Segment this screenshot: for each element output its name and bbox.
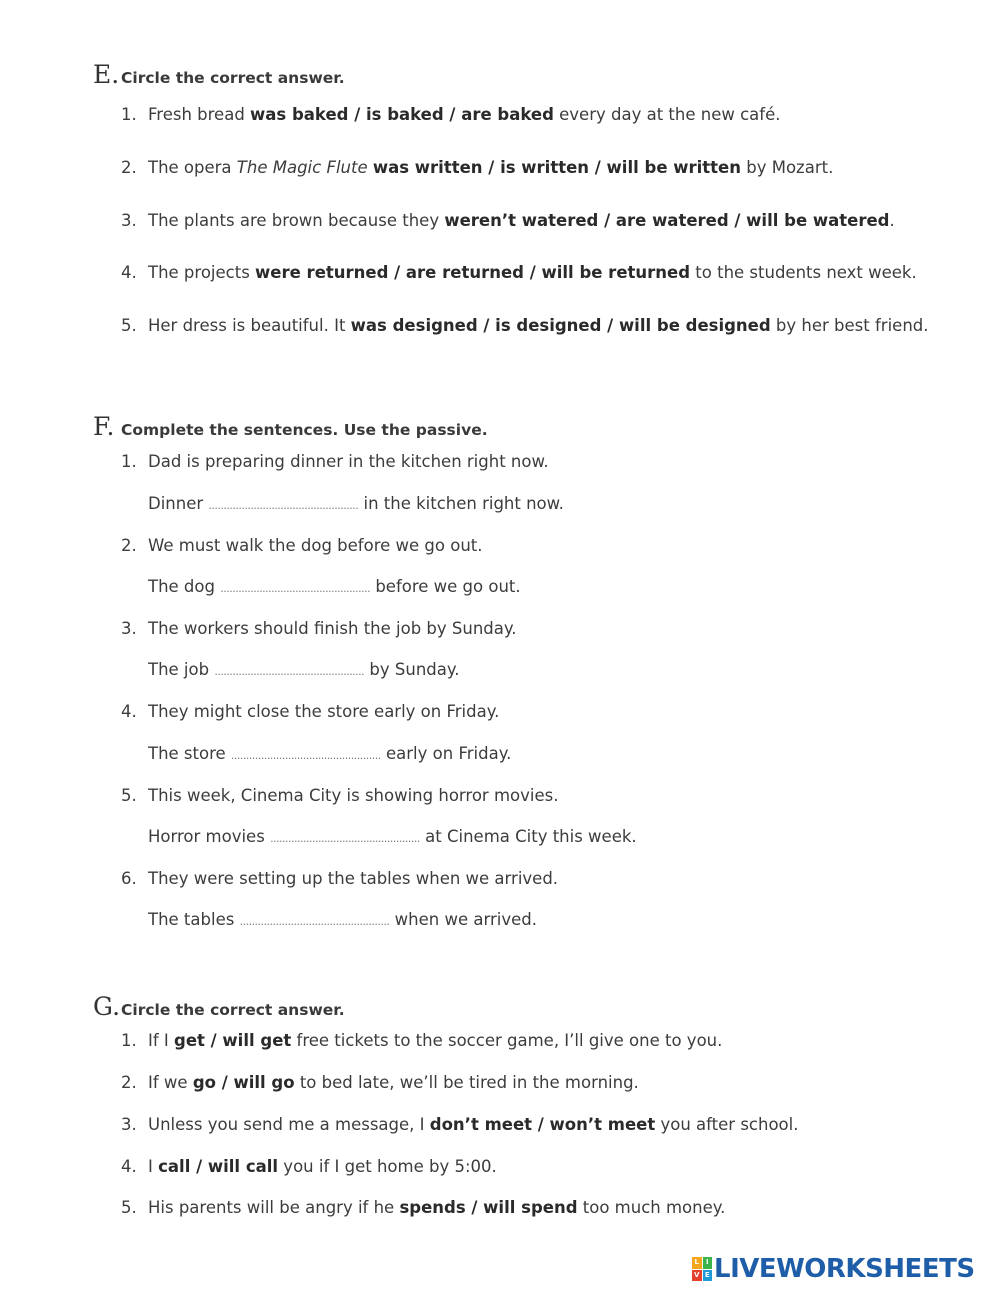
f-answer-5-blank[interactable]: .................................................. xyxy=(270,832,420,845)
e-item-1: 1. Fresh bread was baked / is baked / are baked every day at the new café. xyxy=(121,105,781,124)
f-answer-5: Horror movies .................................................. at Cinema City this week. xyxy=(148,827,637,846)
f-item-2: 2. We must walk the dog before we go out. xyxy=(121,536,483,555)
section-g-title: Circle the correct answer. xyxy=(121,1001,345,1019)
f-answer-4-blank[interactable]: .................................................. xyxy=(230,749,381,762)
section-e-header xyxy=(93,60,345,89)
e-item-2-options[interactable]: was written / is written / will be written xyxy=(372,158,741,177)
g-item-1: 1. If I get / will get free tickets to the soccer game, I’ll give one to you. xyxy=(121,1031,723,1050)
g-item-5-options[interactable]: spends / will spend xyxy=(399,1198,578,1217)
f-answer-2: The dog .................................................. before we go out. xyxy=(148,577,521,596)
f-answer-3-blank[interactable]: .................................................. xyxy=(214,665,365,678)
f-item-5: 5. This week, Cinema City is showing horror movies. xyxy=(121,786,559,805)
g-item-1-options[interactable]: get / will get xyxy=(174,1031,292,1050)
f-answer-4: The store .................................................. early on Friday. xyxy=(148,744,512,763)
f-answer-2-blank[interactable]: .................................................. xyxy=(220,582,371,595)
e-item-4: 4. The projects were returned / are returned / will be returned to the students next week. xyxy=(121,263,917,282)
g-item-2-options[interactable]: go / will go xyxy=(192,1073,295,1092)
e-item-5-options[interactable]: was designed / is designed / will be designed xyxy=(350,316,771,335)
e-item-3: 3. The plants are brown because they weren’t watered / are watered / will be watered. xyxy=(121,211,895,230)
g-item-3-options[interactable]: don’t meet / won’t meet xyxy=(429,1115,656,1134)
g-item-4: 4. I call / will call you if I get home by 5:00. xyxy=(121,1157,497,1176)
g-item-2: 2. If we go / will go to bed late, we’ll be tired in the morning. xyxy=(121,1073,639,1092)
f-answer-6-blank[interactable]: .................................................. xyxy=(239,915,390,928)
e-item-3-options[interactable]: weren’t watered / are watered / will be watered xyxy=(444,211,890,230)
section-e-title: Circle the correct answer. xyxy=(121,69,345,87)
e-item-5: 5. Her dress is beautiful. It was designed / is designed / will be designed by her best friend. xyxy=(121,316,929,335)
f-answer-6: The tables .................................................. when we arrived. xyxy=(148,910,537,929)
section-g-header xyxy=(93,992,345,1021)
logo-badge-icon: L I V E xyxy=(692,1257,712,1281)
g-item-3: 3. Unless you send me a message, I don’t meet / won’t meet you after school. xyxy=(121,1115,799,1134)
f-item-1: 1. Dad is preparing dinner in the kitchen right now. xyxy=(121,452,549,471)
g-item-4-options[interactable]: call / will call xyxy=(158,1157,279,1176)
f-item-6: 6. They were setting up the tables when we arrived. xyxy=(121,869,559,888)
e-item-4-options[interactable]: were returned / are returned / will be returned xyxy=(255,263,691,282)
section-f-letter: F. xyxy=(93,412,115,441)
section-g-letter: G. xyxy=(93,992,121,1021)
liveworksheets-logo xyxy=(692,1254,975,1284)
f-item-3: 3. The workers should finish the job by Sunday. xyxy=(121,619,517,638)
section-e-letter: E. xyxy=(93,60,120,89)
e-item-1-options[interactable]: was baked / is baked / are baked xyxy=(250,105,554,124)
f-answer-3: The job .................................................. by Sunday. xyxy=(148,660,460,679)
g-item-5: 5. His parents will be angry if he spends / will spend too much money. xyxy=(121,1198,726,1217)
f-answer-1: Dinner .................................................. in the kitchen right now. xyxy=(148,494,564,513)
logo-text: LIVEWORKSHEETS xyxy=(714,1254,975,1284)
f-item-4: 4. They might close the store early on Friday. xyxy=(121,702,500,721)
section-f-title: Complete the sentences. Use the passive. xyxy=(121,421,488,439)
e-item-2: 2. The opera The Magic Flute was written / is written / will be written by Mozart. xyxy=(121,158,834,177)
section-f-header xyxy=(93,412,488,441)
f-answer-1-blank[interactable]: .................................................. xyxy=(208,499,359,512)
